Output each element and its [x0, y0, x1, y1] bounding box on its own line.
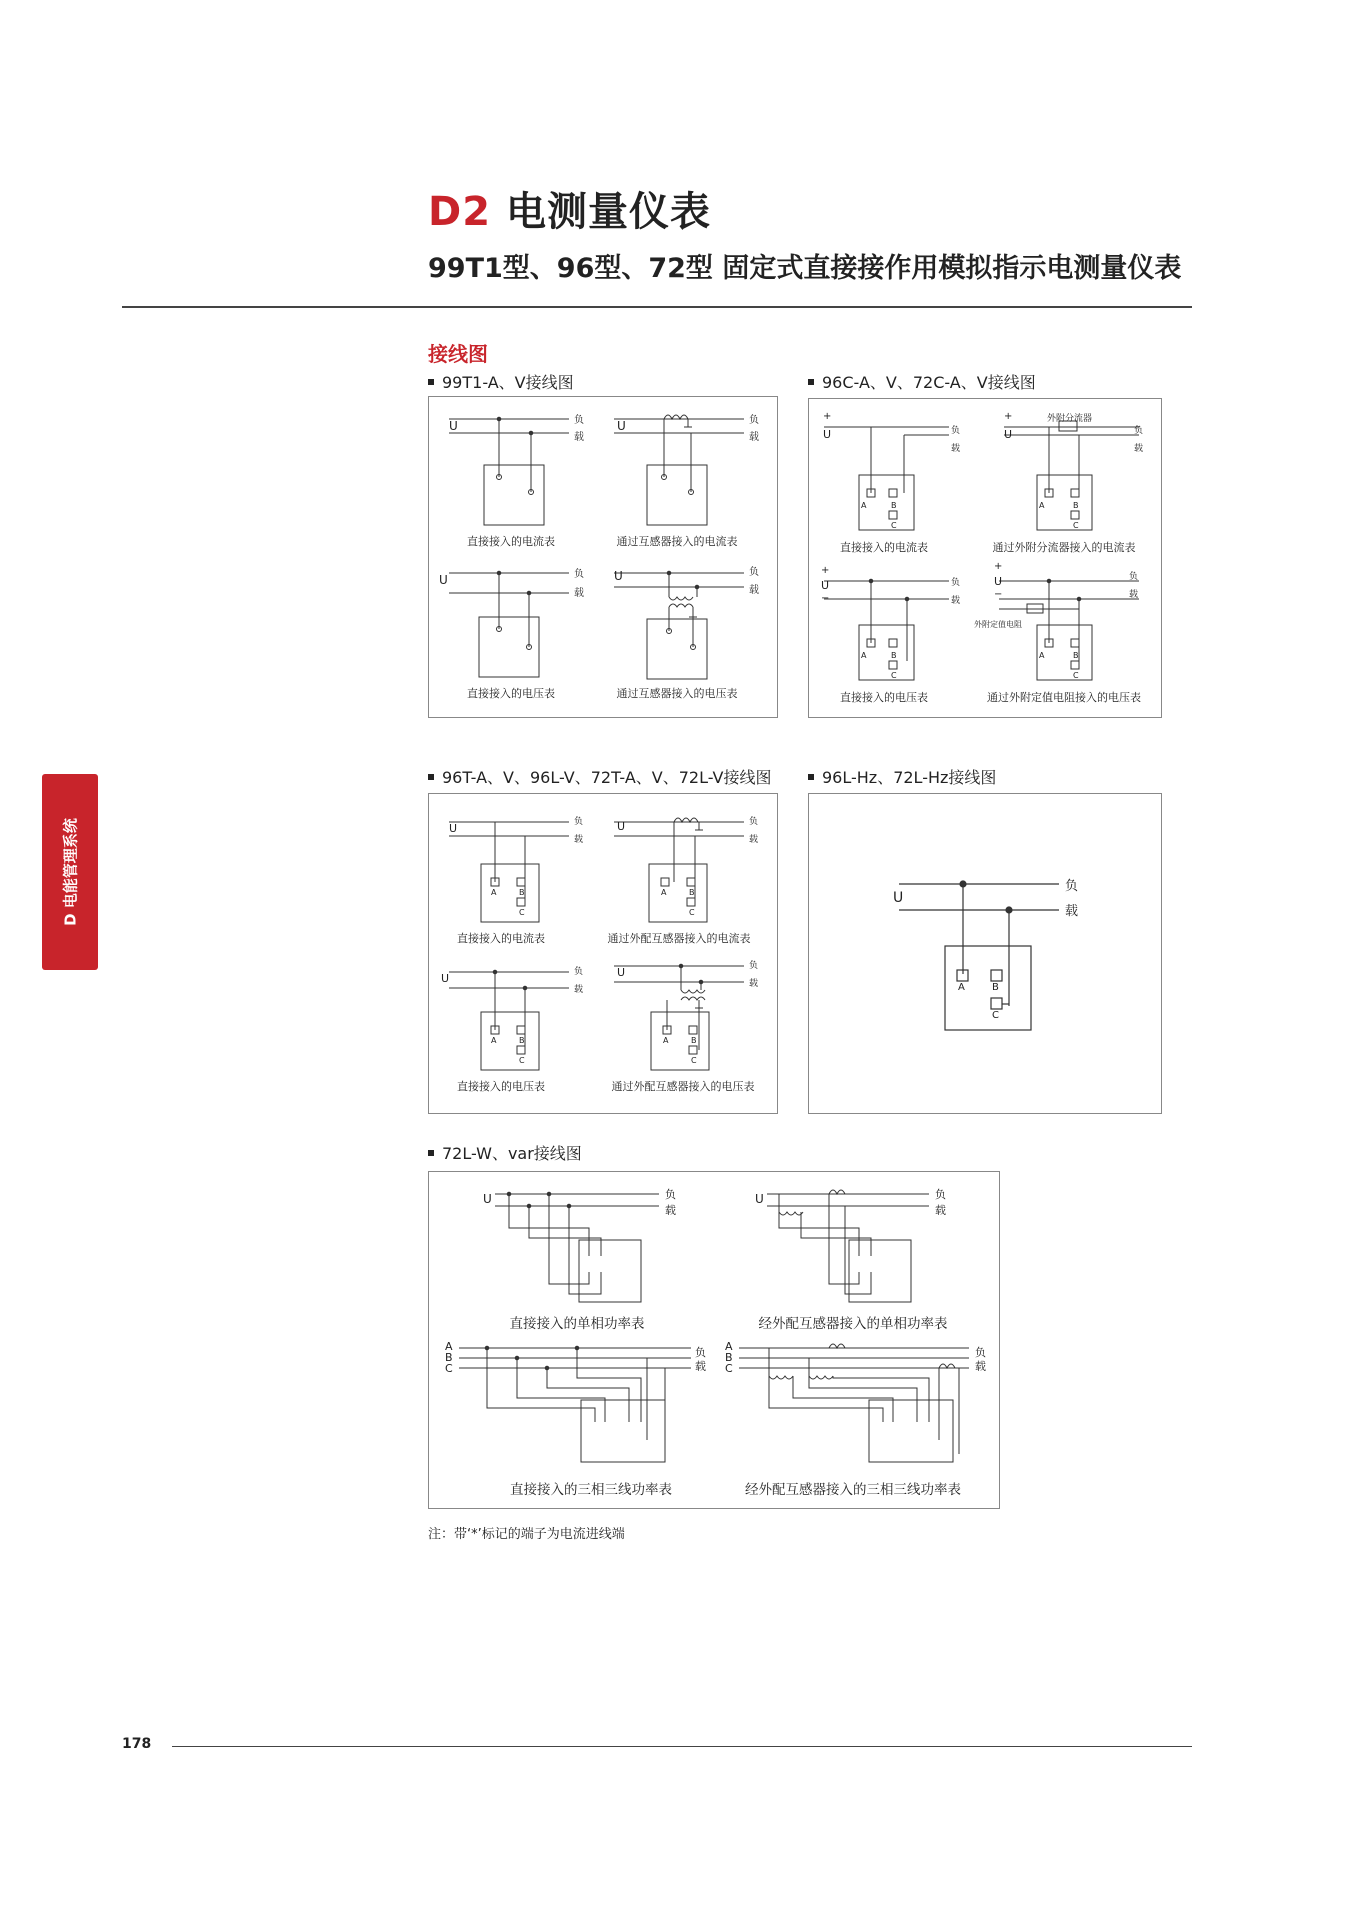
- diagram-panel-99t1: U 负 载 U 负 载 U 负 载 U 负 载 直接接入的电流表 通过互感器接入的电流表 直接接入的电压表 通过互感器接入的电压表: [428, 396, 778, 718]
- caption-99t1-1: 直接接入的电流表: [467, 535, 555, 548]
- diagram-label-96t: 96T-A、V、96L-V、72T-A、V、72L-V接线图: [428, 765, 772, 788]
- section-title: 接线图: [428, 342, 488, 366]
- diagram-label-96c: 96C-A、V、72C-A、V接线图: [808, 370, 1036, 393]
- caption-72l-w-4: 经外配互感器接入的三相三线功率表: [745, 1482, 961, 1498]
- diagram-panel-96c: + U 负 载 A B C + U 外附分流器 负 载 A B C + U − 负 载 A B C + U − 外附定值电阻 负 载 A B C 直接接入的电流表 通过外附分流器接入的电流表 直接接入的电压表 通过外附定值电阻接入的电压表: [808, 398, 1162, 718]
- section-code: D2: [428, 189, 492, 235]
- diagram-panel-72l-w: U 负 载 U 负 载 A B C 负 载 A B C 负 载 直接接入的单相功率表 经外配互感器接入的单相功率表 直接接入的三相三线功率表 经外配互感器接入的三相三线功率表: [428, 1171, 1000, 1509]
- page-subtitle: 99T1型、96型、72型 固定式直接接作用模拟指示电测量仪表: [428, 253, 1182, 284]
- header-rule: [122, 306, 1192, 308]
- caption-96t-3: 直接接入的电压表: [457, 1080, 545, 1093]
- caption-96c-4: 通过外附定值电阻接入的电压表: [987, 691, 1141, 704]
- wiring-diagram-96t: [429, 794, 779, 1115]
- caption-96c-2: 通过外附分流器接入的电流表: [992, 541, 1136, 554]
- caption-72l-w-2: 经外配互感器接入的单相功率表: [758, 1316, 948, 1332]
- wiring-diagram-72l-w: [429, 1172, 1001, 1510]
- title-text: 电测量仪表: [505, 189, 711, 235]
- caption-99t1-3: 直接接入的电压表: [467, 687, 555, 700]
- page-number: 178: [122, 1736, 152, 1752]
- caption-72l-w-3: 直接接入的三相三线功率表: [510, 1482, 672, 1498]
- wiring-diagram-96l-hz: [809, 794, 1163, 1115]
- diagram-label-99t1: 99T1-A、V接线图: [428, 370, 574, 393]
- diagram-label-96l-hz: 96L-Hz、72L-Hz接线图: [808, 765, 996, 788]
- caption-96t-2: 通过外配互感器接入的电流表: [607, 932, 751, 945]
- caption-96c-1: 直接接入的电流表: [840, 541, 928, 554]
- page-title: [428, 180, 711, 237]
- diagram-panel-96t: U 负 载 A B C U 负 载 A B C U 负 载 A B C U 负 载 A B C 直接接入的电流表 通过外配互感器接入的电流表 直接接入的电压表 通过外配互感器接入的电压表: [428, 793, 778, 1114]
- diagram-panel-96l-hz: U 负 载 A B C: [808, 793, 1162, 1114]
- footer-rule: [172, 1746, 1192, 1747]
- footnote: 注：带‘*’标记的端子为电流进线端: [428, 1527, 625, 1542]
- caption-96t-1: 直接接入的电流表: [457, 932, 545, 945]
- wiring-diagram-96c: [809, 399, 1163, 719]
- caption-72l-w-1: 直接接入的单相功率表: [509, 1316, 645, 1332]
- diagram-label-72l-w: 72L-W、var接线图: [428, 1141, 582, 1164]
- wiring-diagram-99t1: [429, 397, 779, 719]
- side-tab: [42, 774, 98, 970]
- side-tab-text: D 电能管理系统: [61, 818, 80, 926]
- caption-99t1-4: 通过互感器接入的电压表: [616, 687, 738, 700]
- caption-99t1-2: 通过互感器接入的电流表: [616, 535, 738, 548]
- caption-96c-3: 直接接入的电压表: [840, 691, 928, 704]
- caption-96t-4: 通过外配互感器接入的电压表: [611, 1080, 755, 1093]
